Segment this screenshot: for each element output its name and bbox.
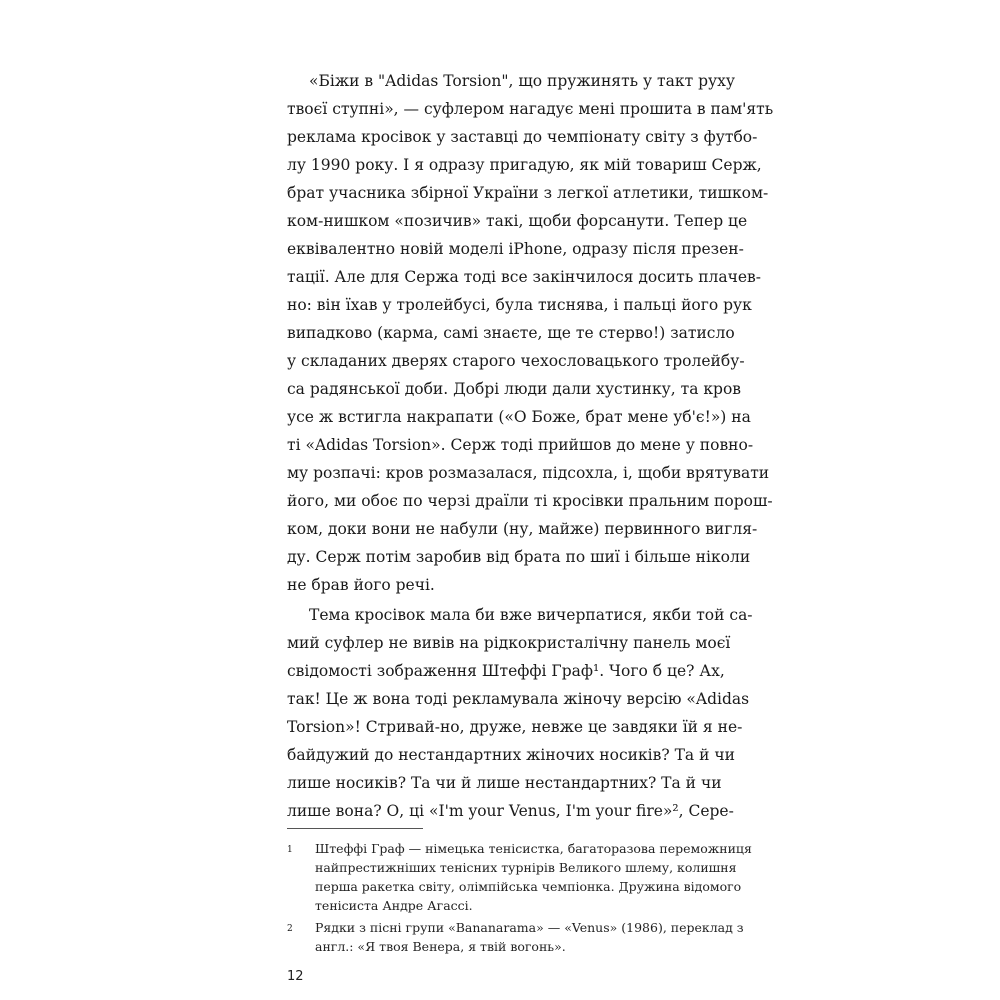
body-line: свідомості зображення Штеффі Граф¹. Чого б це? Ах, [287,662,725,680]
body-line: випадково (карма, самі знаєте, ще те стерво!) затисло [287,324,735,342]
body-line: но: він їхав у тролейбусі, була тиснява, і пальці його рук [287,296,752,314]
footnote-line: тенісиста Андре Агассі. [315,898,473,913]
footnote-line: Штеффі Граф — німецька тенісистка, багаторазова переможниця [315,841,752,856]
footnote-separator [287,828,423,829]
body-line: твоєї ступні», — суфлером нагадує мені прошита в пам'ять [287,100,774,118]
footnote-marker: 2 [287,924,293,934]
body-line: мий суфлер не вивів на рідкокристалічну панель моєї [287,634,731,652]
body-line: тації. Але для Сержа тоді все закінчилося досить плачев- [287,268,761,286]
body-line: лу 1990 року. І я одразу пригадую, як мій товариш Серж, [287,156,762,174]
body-line: «Біжи в "Adidas Torsion", що пружинять у такт руху [309,72,735,90]
page-number: 12 [287,969,304,984]
footnote-line: перша ракетка світу, олімпійська чемпіонка. Дружина відомого [315,879,742,894]
footnote-marker: 1 [287,845,293,855]
footnote-line: Рядки з пісні групи «Bananarama» — «Venus» (1986), переклад з [315,920,744,935]
body-line: лише носиків? Та чи й лише нестандартних? Та й чи [287,774,722,792]
body-line: ті «Adidas Torsion». Серж тоді прийшов до мене у повно- [287,436,754,454]
body-line: лише вона? О, ці «I'm your Venus, I'm your fire»², Сере- [287,802,734,820]
body-line: са радянської доби. Добрі люди дали хустинку, та кров [287,380,742,398]
body-line: ком-нишком «позичив» такі, щоби форсанути. Тепер це [287,212,748,230]
body-line: ком, доки вони не набули (ну, майже) первинного вигля- [287,520,758,538]
body-line: Тема кросівок мала би вже вичерпатися, якби той са- [309,606,753,624]
body-line: ду. Серж потім заробив від брата по шиї і більше ніколи [287,548,751,566]
body-line: Torsion»! Стривай-но, друже, невже це завдяки їй я не- [287,718,743,736]
body-line: так! Це ж вона тоді рекламувала жіночу версію «Adidas [287,690,750,708]
body-line: не брав його речі. [287,576,435,594]
body-line: еквівалентно новій моделі iPhone, одразу після презен- [287,240,744,258]
body-line: реклама кросівок у заставці до чемпіонату світу з футбо- [287,128,758,146]
body-line: його, ми обоє по черзі драїли ті кросівки пральним порош- [287,492,773,510]
body-line: брат учасника збірної України з легкої атлетики, тишком- [287,184,769,202]
body-line: усе ж встигла накрапати («О Боже, брат мене уб'є!») на [287,408,751,426]
body-line: у складаних дверях старого чехословацького тролейбу- [287,352,745,370]
book-page [287,0,774,1000]
body-line: байдужий до нестандартних жіночих носиків? Та й чи [287,746,735,764]
body-line: му розпачі: кров розмазалася, підсохла, і, щоби врятувати [287,464,770,482]
footnote-line: найпрестижніших тенісних турнірів Великого шлему, колишня [315,860,737,875]
footnote-line: англ.: «Я твоя Венера, я твій вогонь». [315,939,566,954]
